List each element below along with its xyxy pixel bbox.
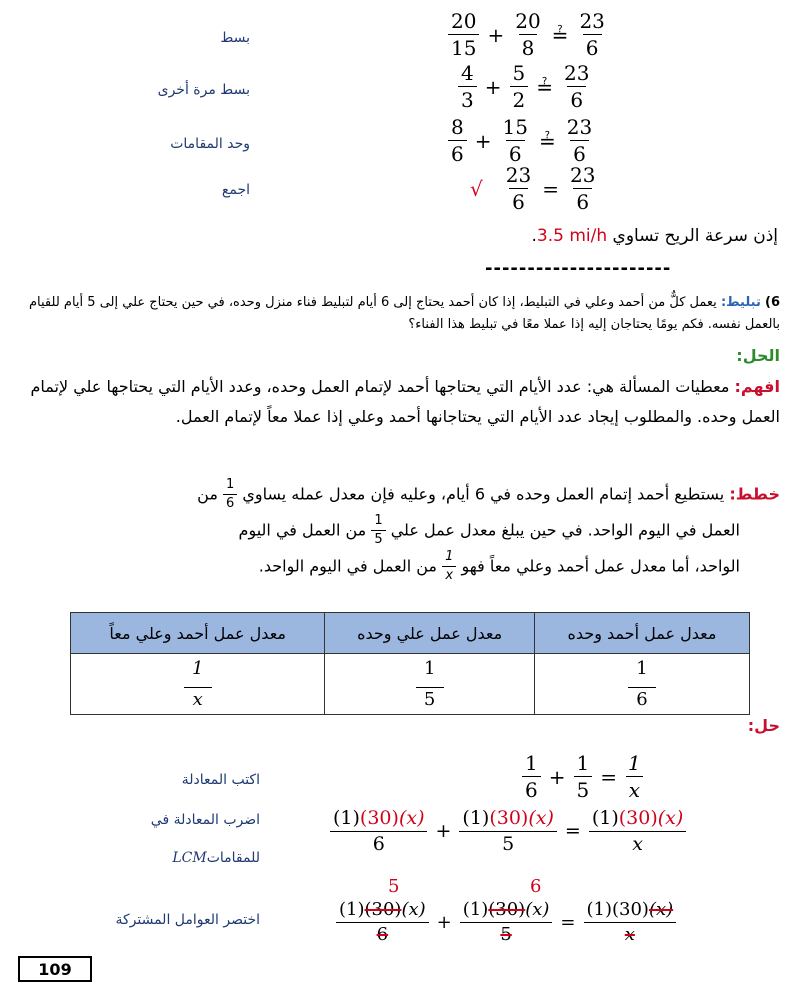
frac-den: 6 <box>330 831 427 855</box>
frac-den: 6 <box>567 86 586 111</box>
table-cell <box>325 654 535 715</box>
frac-den: 15 <box>448 34 479 59</box>
factor-one: (1) <box>333 807 360 829</box>
conclusion-value: 3.5 mi/h <box>536 226 608 246</box>
plan-frac-1 <box>223 478 237 512</box>
table-row <box>71 654 750 715</box>
frac-num: 1 <box>374 513 383 528</box>
plan-text-3a: الواحد، أما معدل عمل أحمد وعلي معاً فهو <box>461 556 740 576</box>
frac-den: 6 <box>509 188 528 213</box>
conclusion-text: إذن سرعة الريح تساوي <box>607 226 778 246</box>
factor-one: (1) <box>339 899 365 920</box>
plus-sign: + <box>474 128 492 153</box>
frac-num <box>460 900 553 922</box>
table-header-cell: معدل عمل أحمد وحده <box>534 613 749 654</box>
problem-text: يعمل كلٌّ من أحمد وعلي في التبليط، إذا كان أحمد يحتاج إلى 6 أيام لتبليط فناء منزل وحده، في حين يحتاج علي إلى 5 أيام للقيام بالعمل نفسه. فكم يومًا يحتاجان إليه إذا عملا معًا في تبليط هذا الفناء؟ <box>29 295 780 332</box>
frac-den: 6 <box>223 494 237 511</box>
frac-den: 5 <box>574 776 593 801</box>
separator: ---------------------- <box>485 258 672 279</box>
eq1-label: اكتب المعادلة <box>181 772 260 788</box>
equals-sign: = <box>564 820 581 843</box>
frac-den: 5 <box>416 687 444 710</box>
frac-num <box>584 900 677 922</box>
frac-num: 1 <box>576 751 590 775</box>
factor-x: (x) <box>525 899 550 920</box>
table-header-row <box>71 613 750 654</box>
frac-num: 5 <box>512 61 526 85</box>
plus-sign: + <box>487 22 505 47</box>
plus-sign: + <box>484 74 502 99</box>
factor-thirty-cancelled: (30) <box>364 899 402 920</box>
relation-sign: ≟ <box>538 128 556 153</box>
frac-den: 6 <box>570 140 589 165</box>
problem-number: 6) <box>765 295 780 310</box>
eq2-label-2 <box>110 850 260 866</box>
frac-num: 1 <box>445 549 454 564</box>
eq3-above-b: 6 <box>530 876 542 897</box>
plan-line-3 <box>20 550 740 584</box>
frac-num: 15 <box>502 115 528 139</box>
factor-x: (x) <box>398 807 425 829</box>
plan-text-2b: من العمل في اليوم <box>238 520 367 540</box>
problem-title: تبليط: <box>720 295 761 310</box>
problem-statement <box>20 292 780 336</box>
eq1-equation <box>522 752 644 801</box>
eq3-label: اختصر العوامل المشتركة <box>115 912 260 928</box>
plus-sign: + <box>436 911 452 933</box>
frac-den: 5 <box>459 831 556 855</box>
step-label-final: اجمع <box>221 182 250 198</box>
step-label-3: وحد المقامات <box>170 136 250 152</box>
frac-num <box>336 900 429 922</box>
factor-thirty-cancelled: (30) <box>488 899 526 920</box>
factor-x: (x) <box>401 899 426 920</box>
frac-num: 20 <box>451 9 477 33</box>
equals-sign: = <box>560 911 576 933</box>
frac-den: x <box>589 831 686 855</box>
eq2-label-1: اضرب المعادلة في <box>150 812 260 828</box>
den-cancelled: 5 <box>500 923 512 945</box>
table-cell <box>534 654 749 715</box>
conclusion-line <box>532 226 779 246</box>
step-equation-2 <box>458 62 592 111</box>
factor-thirty: (30) <box>489 807 529 829</box>
factor-thirty: (30) <box>612 899 649 920</box>
table-header-cell: معدل عمل أحمد وعلي معاً <box>71 613 325 654</box>
check-mark-icon: √ <box>470 176 483 201</box>
frac-den: 6 <box>506 140 525 165</box>
frac-den: 6 <box>573 188 592 213</box>
plan-text-1b: من <box>197 484 218 504</box>
relation-sign: ≟ <box>551 22 569 47</box>
plus-sign: + <box>548 764 566 789</box>
frac-num: 1 <box>423 657 436 679</box>
step-label-1: بسط <box>220 30 250 46</box>
frac-num: 1 <box>191 657 204 679</box>
frac-den <box>584 922 677 945</box>
frac-num <box>459 808 556 831</box>
eq2-label-2-text: للمقامات <box>206 850 260 866</box>
relation-sign: = <box>542 176 559 201</box>
frac-num <box>330 808 427 831</box>
eq2-equation <box>330 808 686 855</box>
frac-num: 1 <box>225 477 235 492</box>
step-label-2: بسط مرة أخرى <box>157 82 250 98</box>
factor-one: (1) <box>586 899 612 920</box>
frac-den: 5 <box>371 530 385 547</box>
frac-num: 4 <box>461 61 474 85</box>
frac-den: 6 <box>583 34 602 59</box>
factor-one: (1) <box>462 807 490 829</box>
frac-num: 23 <box>569 163 596 187</box>
frac-num <box>589 808 686 831</box>
plan-frac-2 <box>371 514 385 548</box>
plan-text-2a: العمل في اليوم الواحد. في حين يبلغ معدل عمل علي <box>390 520 740 540</box>
step-equation-1 <box>448 10 608 59</box>
understand-header: افهم: <box>734 377 780 396</box>
frac-den: 3 <box>458 86 477 111</box>
solve-header: حل: <box>747 716 780 735</box>
frac-num: 8 <box>451 115 464 139</box>
frac-den: 6 <box>448 140 467 165</box>
understand-section <box>20 372 780 432</box>
frac-num: 1 <box>525 751 538 775</box>
frac-num: 23 <box>579 9 605 33</box>
plan-text-3b: من العمل في اليوم الواحد. <box>258 556 437 576</box>
rates-table <box>70 612 750 715</box>
den-cancelled: x <box>624 923 635 945</box>
conclusion-end: . <box>531 226 537 246</box>
eq3-above-a: 5 <box>388 876 400 897</box>
factor-x: (x) <box>528 807 554 829</box>
plan-line-1 <box>20 478 780 512</box>
eq2-lcm: LCM <box>172 850 207 866</box>
frac-den <box>336 922 429 945</box>
frac-num: 23 <box>505 163 532 187</box>
understand-text: معطيات المسألة هي: عدد الأيام التي يحتاجها أحمد لإتمام العمل وحده، وعدد الأيام التي يحتاجها علي لإتمام العمل وحده. والمطلوب إيجاد عدد الأيام التي يحتاجانها أحمد وعلي إذا عملا معاً لإتمام العمل. <box>30 377 780 426</box>
equals-sign: = <box>600 764 617 789</box>
frac-num: 1 <box>636 657 648 679</box>
solution-header: الحل: <box>736 346 780 365</box>
relation-sign: ≟ <box>536 74 553 99</box>
factor-x: (x) <box>657 807 684 829</box>
plan-text-1a: يستطيع أحمد إتمام العمل وحده في 6 أيام، وعليه فإن معدل عمله يساوي <box>242 484 725 504</box>
factor-one: (1) <box>462 899 489 920</box>
factor-one: (1) <box>591 807 619 829</box>
frac-num: 23 <box>564 61 590 85</box>
page-number: 109 <box>18 956 92 982</box>
plan-frac-3 <box>442 550 456 584</box>
frac-den: 6 <box>628 687 656 710</box>
factor-x-cancelled: (x) <box>648 899 674 920</box>
frac-den: 2 <box>510 86 529 111</box>
factor-thirty: (30) <box>359 807 399 829</box>
table-header-cell: معدل عمل علي وحده <box>325 613 535 654</box>
den-cancelled: 6 <box>376 923 389 945</box>
frac-num: 20 <box>515 9 541 33</box>
frac-den: x <box>184 687 212 710</box>
table-cell <box>71 654 325 715</box>
frac-num: 23 <box>566 115 593 139</box>
frac-den: x <box>442 566 456 583</box>
eq3-equation <box>336 900 676 945</box>
step-equation-3 <box>448 116 595 165</box>
frac-num: 1 <box>628 751 641 775</box>
frac-den <box>460 922 553 945</box>
plus-sign: + <box>435 820 452 843</box>
plan-header: خطط: <box>729 484 780 504</box>
plan-line-2 <box>20 514 740 548</box>
frac-den: 8 <box>519 34 538 59</box>
factor-thirty: (30) <box>618 807 658 829</box>
frac-den: x <box>626 776 643 801</box>
step-equation-final <box>470 164 598 213</box>
frac-den: 6 <box>522 776 541 801</box>
